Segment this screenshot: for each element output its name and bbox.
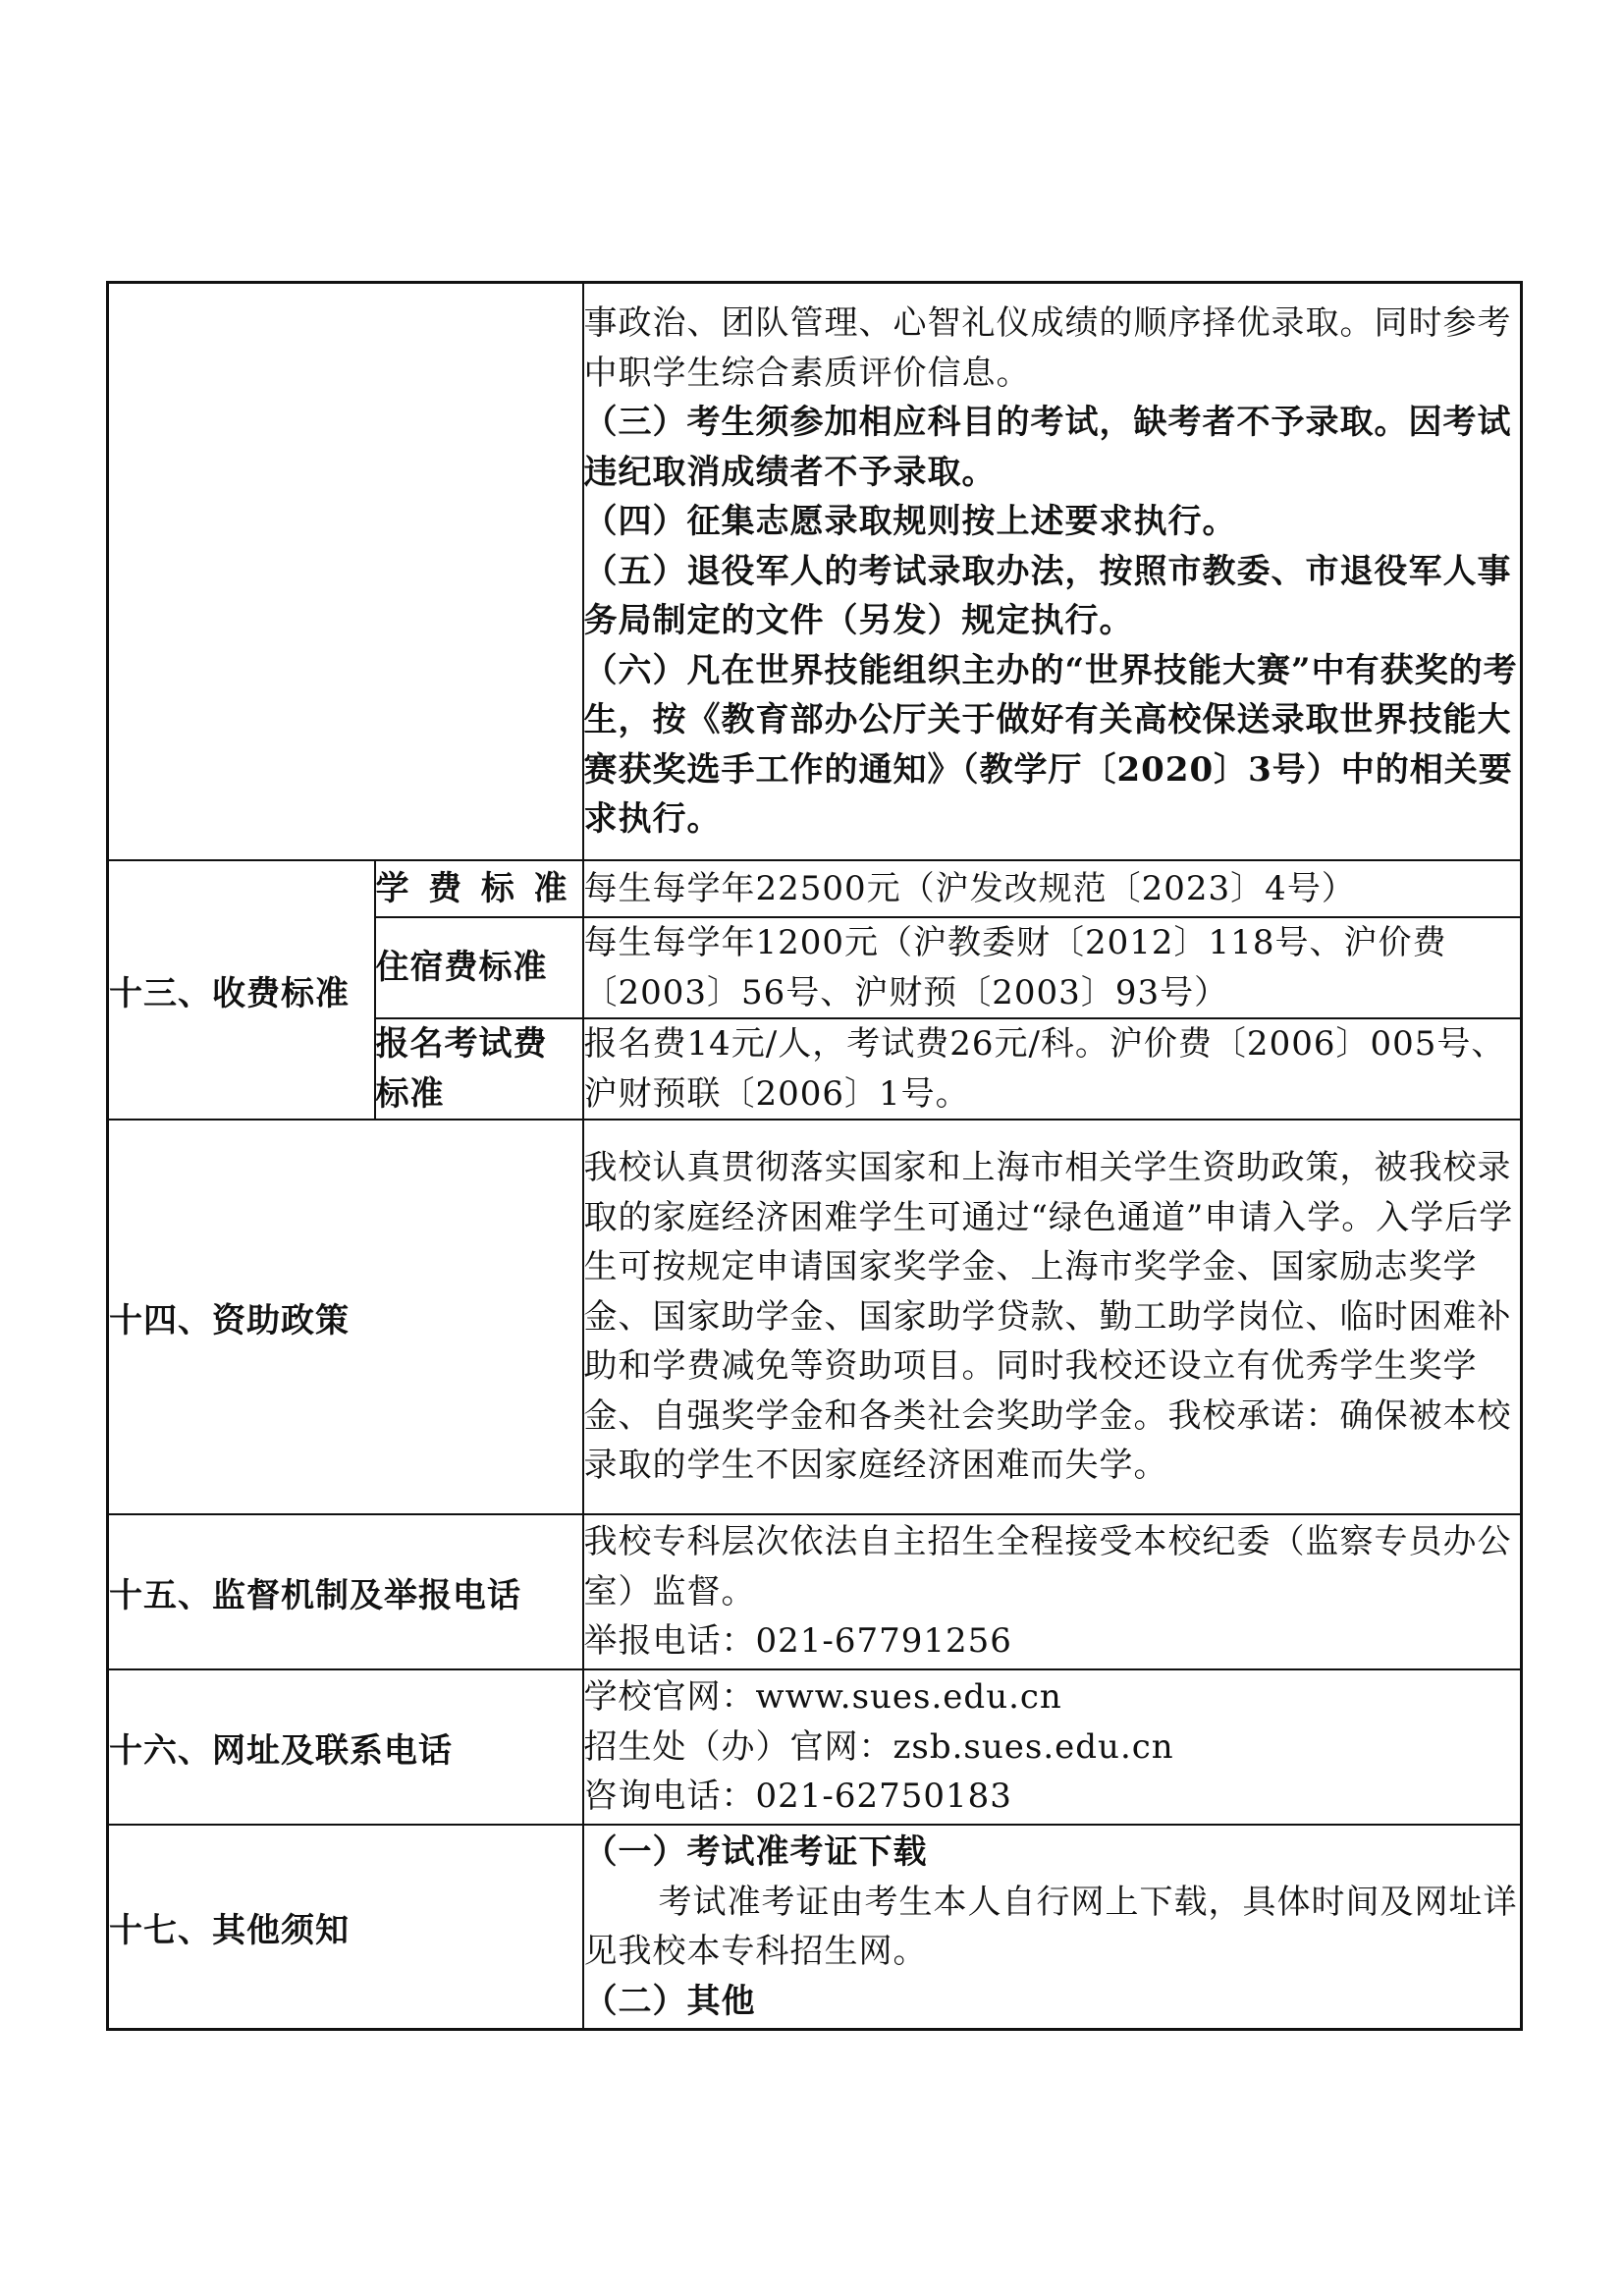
consult-phone: 咨询电话：021-62750183 — [583, 1777, 1012, 1817]
supervision-content — [583, 1514, 1522, 1669]
school-website: 学校官网：www.sues.edu.cn — [583, 1677, 1062, 1718]
other-text-1: 考试准考证由考生本人自行网上下载，具体时间及网址详见我校本专科招生网。 — [583, 1882, 1518, 1971]
housing-value: 每生每学年1200元（沪教委财〔2012〕118号、沪价费〔2003〕56号、沪财预〔2003〕93号） — [583, 923, 1447, 1012]
admissions-info-table — [106, 281, 1523, 2031]
row-supervision — [108, 1514, 1522, 1669]
other-heading-2: （二）其他 — [583, 1981, 756, 2021]
rule-line-4: （四）征集志愿录取规则按上述要求执行。 — [583, 502, 1237, 542]
rule-line-3: （三）考生须参加相应科目的考试，缺考者不予录取。因考试违纪取消成绩者不予录取。 — [583, 403, 1512, 492]
tuition-label-cell — [375, 860, 583, 917]
tuition-value: 每生每学年22500元（沪发改规范〔2023〕4号） — [583, 868, 1356, 908]
other-label: 十七、其他须知 — [108, 1825, 583, 2030]
aid-label: 十四、资助政策 — [108, 1120, 583, 1514]
rule-line-1: 事政治、团队管理、心智礼仪成绩的顺序择优录取。同时参考中职学生综合素质评价信息。 — [583, 303, 1512, 393]
other-content — [583, 1825, 1522, 2030]
supervision-label: 十五、监督机制及举报电话 — [108, 1514, 583, 1669]
contact-label: 十六、网址及联系电话 — [108, 1669, 583, 1825]
housing-label: 住宿费标准 — [375, 917, 583, 1018]
tuition-label: 学 费 标 准 — [375, 868, 568, 908]
admission-rules-content — [583, 283, 1522, 861]
aid-content — [583, 1120, 1522, 1514]
rule-line-6: （六）凡在世界技能组织主办的“世界技能大赛”中有获奖的考生，按《教育部办公厅关于做好有关高校保送录取世界技能大赛获奖选手工作的通知》（教学厅〔2020〕3号）中的相关要求执行。 — [583, 650, 1518, 840]
tuition-value-cell — [583, 860, 1522, 917]
row-aid-policy — [108, 1120, 1522, 1514]
contact-content — [583, 1669, 1522, 1825]
report-phone: 举报电话：021-67791256 — [583, 1621, 1012, 1662]
row-fees-tuition — [108, 860, 1522, 917]
row-contact — [108, 1669, 1522, 1825]
fees-label: 十三、收费标准 — [108, 860, 375, 1120]
exam-fee-value-cell — [583, 1018, 1522, 1120]
aid-text: 我校认真贯彻落实国家和上海市相关学生资助政策，被我校录取的家庭经济困难学生可通过“绿色通道”申请入学。入学后学生可按规定申请国家奖学金、上海市奖学金、国家励志奖学金、国家助学金、国家助学贷款、勤工助学岗位、临时困难补助和学费减免等资助项目。同时我校还设立有优秀学生奖学金、自强奖学金和各类社会奖助学金。我校承诺：确保被本校录取的学生不因家庭经济困难而失学。 — [583, 1148, 1514, 1486]
row-other-notes — [108, 1825, 1522, 2030]
housing-value-cell — [583, 917, 1522, 1018]
supervision-text: 我校专科层次依法自主招生全程接受本校纪委（监察专员办公室）监督。 — [583, 1522, 1512, 1612]
exam-fee-value: 报名费14元/人，考试费26元/科。沪价费〔2006〕005号、沪财预联〔2006〕1号。 — [583, 1024, 1506, 1114]
exam-fee-label: 报名考试费标准 — [375, 1018, 583, 1120]
admissions-website: 招生处（办）官网：zsb.sues.edu.cn — [583, 1726, 1174, 1767]
empty-label-cell — [108, 283, 583, 861]
row-admission-rules-continued — [108, 283, 1522, 861]
rule-line-5: （五）退役军人的考试录取办法，按照市教委、市退役军人事务局制定的文件（另发）规定执行。 — [583, 551, 1512, 641]
other-heading-1: （一）考试准考证下载 — [583, 1832, 928, 1872]
